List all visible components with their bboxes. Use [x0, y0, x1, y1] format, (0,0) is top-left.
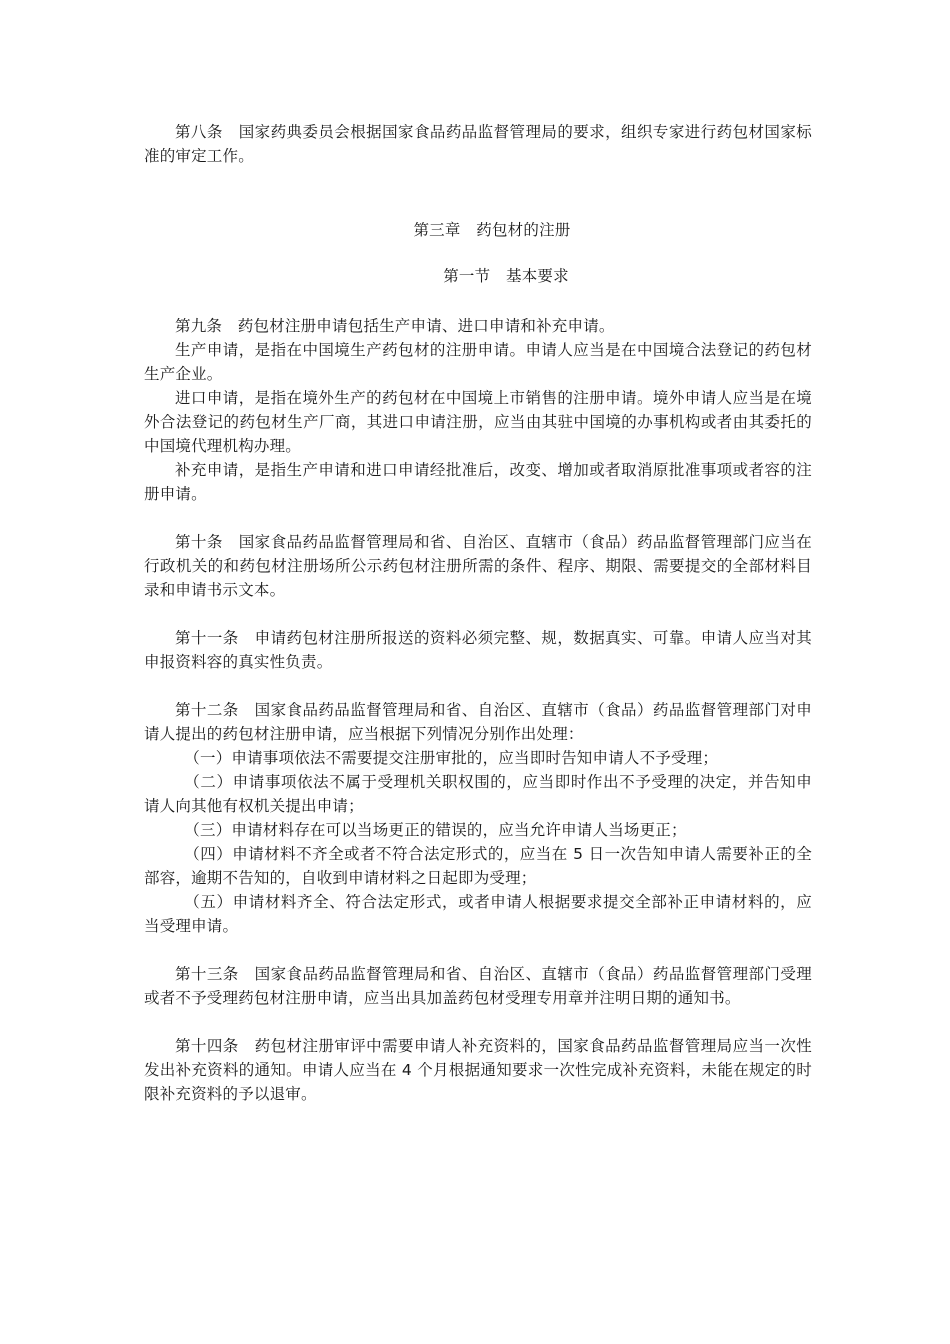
article-11: 第十一条 申请药包材注册所报送的资料必须完整、规，数据真实、可靠。申请人应当对其申报资料容的真实性负责。 [144, 629, 812, 671]
article-9-supplement: 补充申请，是指生产申请和进口申请经批准后，改变、增加或者取消原批准事项或者容的注册申请。 [144, 461, 812, 503]
article-12-item: （四）申请材料不齐全或者不符合法定形式的，应当在 5 日一次告知申请人需要补正的全部容，逾期不告知的，自收到申请材料之日起即为受理； [144, 845, 812, 887]
article-12-item: （一）申请事项依法不需要提交注册审批的，应当即时告知申请人不予受理； [184, 749, 719, 767]
article-12-intro: 第十二条 国家食品药品监督管理局和省、自治区、直辖市（食品）药品监督管理部门对申请人提出的药包材注册申请，应当根据下列情况分别作出处理： [144, 701, 812, 743]
article-10: 第十条 国家食品药品监督管理局和省、自治区、直辖市（食品）药品监督管理部门应当在行政机关的和药包材注册场所公示药包材注册所需的条件、程序、期限、需要提交的全部材料目录和申请书示文本。 [144, 533, 812, 599]
document-page [144, 120, 812, 1106]
article-13: 第十三条 国家食品药品监督管理局和省、自治区、直辖市（食品）药品监督管理部门受理或者不予受理药包材注册申请，应当出具加盖药包材受理专用章并注明日期的通知书。 [144, 965, 812, 1007]
article-14: 第十四条 药包材注册审评中需要申请人补充资料的，国家食品药品监督管理局应当一次性发出补充资料的通知。申请人应当在 4 个月根据通知要求一次性完成补充资料，未能在规定的时限补充资料的予以退审。 [144, 1037, 812, 1103]
article-9 [144, 314, 812, 506]
article-12-item: （五）申请材料齐全、符合法定形式，或者申请人根据要求提交全部补正申请材料的，应当受理申请。 [144, 893, 812, 935]
article-9-import: 进口申请，是指在境外生产的药包材在中国境上市销售的注册申请。境外申请人应当是在境外合法登记的药包材生产厂商，其进口申请注册，应当由其驻中国境的办事机构或者由其委托的中国境代理机构办理。 [144, 389, 812, 455]
chapter-title: 第三章 药包材的注册 [413, 221, 571, 239]
article-8: 第八条 国家药典委员会根据国家食品药品监督管理局的要求，组织专家进行药包材国家标准的审定工作。 [144, 123, 812, 165]
article-12-item: （三）申请材料存在可以当场更正的错误的，应当允许申请人当场更正； [184, 821, 687, 839]
article-9-intro: 第九条 药包材注册申请包括生产申请、进口申请和补充申请。 [175, 317, 615, 335]
article-9-production: 生产申请，是指在中国境生产药包材的注册申请。申请人应当是在中国境合法登记的药包材生产企业。 [144, 341, 812, 383]
article-12-item: （二）申请事项依法不属于受理机关职权围的，应当即时作出不予受理的决定，并告知申请人向其他有权机关提出申请； [144, 773, 812, 815]
article-12 [144, 698, 812, 938]
section-title: 第一节 基本要求 [443, 267, 569, 285]
